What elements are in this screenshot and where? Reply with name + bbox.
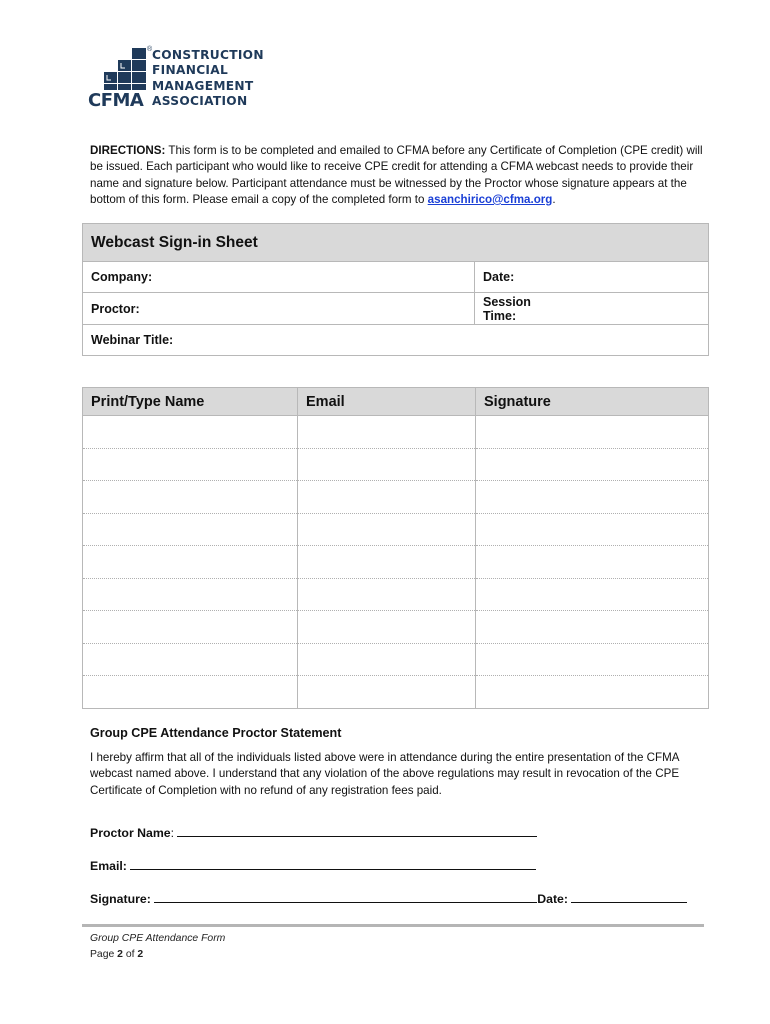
session-time-field[interactable] [475, 293, 709, 325]
table-row [83, 416, 709, 449]
table-row [83, 578, 709, 611]
signature-label: Signature: [90, 892, 151, 906]
proctor-field[interactable] [83, 293, 475, 325]
attendance-table [82, 387, 709, 709]
webinar-title-label: Webinar Title: [91, 333, 174, 347]
table-row [83, 513, 709, 546]
signin-info-table [82, 223, 709, 356]
signature-cell[interactable] [476, 481, 709, 514]
signature-cell[interactable] [476, 513, 709, 546]
signature-cell[interactable] [476, 448, 709, 481]
proctor-name-label: Proctor Name [90, 826, 171, 840]
logo-word: MANAGEMENT [152, 78, 254, 93]
signature-cell[interactable] [476, 611, 709, 644]
signature-date-label: Date: [537, 892, 568, 906]
directions-label: DIRECTIONS: [90, 144, 166, 157]
time-label: Time: [483, 308, 517, 323]
signin-title: Webcast Sign-in Sheet [83, 224, 709, 262]
name-cell[interactable] [83, 546, 298, 579]
name-cell[interactable] [83, 611, 298, 644]
statement-title: Group CPE Attendance Proctor Statement [90, 726, 342, 740]
signature-cell[interactable] [476, 546, 709, 579]
table-row [83, 481, 709, 514]
proctor-label: Proctor: [91, 301, 140, 316]
footer-page-number [90, 949, 143, 960]
directions-text: This form is to be completed and emailed to CFMA before any Certificate of Completion (CPE credit) will be issued. Each participant who would like to receive CPE credit for attending a CFMA webcast needs to provide their name and signature below. Participant attendance must be witnessed by the Proctor whose signature appears at the bottom of this form. Please email a copy of the completed form to [90, 144, 703, 206]
name-cell[interactable] [83, 578, 298, 611]
email-line[interactable] [130, 857, 536, 870]
signature-cell[interactable] [476, 578, 709, 611]
signature-cell[interactable] [476, 676, 709, 709]
column-header-email: Email [298, 388, 476, 416]
logo-word: ASSOCIATION [152, 94, 248, 109]
email-cell[interactable] [298, 643, 476, 676]
name-cell[interactable] [83, 481, 298, 514]
name-cell[interactable] [83, 676, 298, 709]
column-header-name: Print/Type Name [83, 388, 298, 416]
registered-mark: ® [147, 46, 153, 53]
cfma-logo [88, 46, 268, 110]
logo-word: FINANCIAL [152, 63, 229, 78]
directions-end: . [552, 192, 556, 206]
name-cell[interactable] [83, 513, 298, 546]
signature-line[interactable] [154, 890, 537, 903]
table-row [83, 643, 709, 676]
page-total: 2 [137, 949, 144, 960]
page-of-word: of [122, 949, 138, 960]
email-cell[interactable] [298, 578, 476, 611]
column-header-signature: Signature [476, 388, 709, 416]
name-cell[interactable] [83, 643, 298, 676]
signature-cell[interactable] [476, 643, 709, 676]
name-cell[interactable] [83, 448, 298, 481]
table-row [83, 448, 709, 481]
page-current: 2 [117, 949, 123, 960]
company-field[interactable] [83, 262, 475, 293]
signature-cell[interactable] [476, 416, 709, 449]
logo-word: CONSTRUCTION [152, 48, 264, 62]
company-label: Company: [91, 270, 153, 284]
signature-row [90, 890, 687, 906]
logo-acronym: CFMA [88, 90, 144, 111]
email-cell[interactable] [298, 448, 476, 481]
email-cell[interactable] [298, 676, 476, 709]
webinar-title-field[interactable] [83, 325, 709, 356]
session-label: Session [483, 294, 531, 309]
table-row [83, 546, 709, 579]
email-link[interactable]: asanchirico@cfma.org [427, 192, 553, 206]
directions-paragraph [90, 143, 712, 208]
date-label: Date: [483, 270, 515, 284]
table-row [83, 676, 709, 709]
proctor-name-colon: : [170, 826, 175, 840]
email-cell[interactable] [298, 416, 476, 449]
footer-form-name: Group CPE Attendance Form [90, 933, 226, 944]
email-cell[interactable] [298, 611, 476, 644]
email-label: Email: [90, 859, 127, 873]
email-cell[interactable] [298, 513, 476, 546]
email-row [90, 857, 536, 873]
page-word: Page [90, 949, 118, 960]
statement-body: I hereby affirm that all of the individuals listed above were in attendance during the entire presentation of the CFMA webcast named above. I understand that any violation of the above regulations may result in revocation of the CPE Certificate of Completion with no refund of any registration fees paid. [90, 751, 680, 797]
table-row [83, 611, 709, 644]
email-cell[interactable] [298, 546, 476, 579]
footer-rule [82, 924, 704, 927]
name-cell[interactable] [83, 416, 298, 449]
signature-date-line[interactable] [571, 890, 687, 903]
logo-wordmark [152, 48, 264, 110]
email-cell[interactable] [298, 481, 476, 514]
date-field[interactable] [475, 262, 709, 293]
proctor-name-line[interactable] [177, 824, 537, 837]
proctor-name-row [90, 824, 537, 840]
